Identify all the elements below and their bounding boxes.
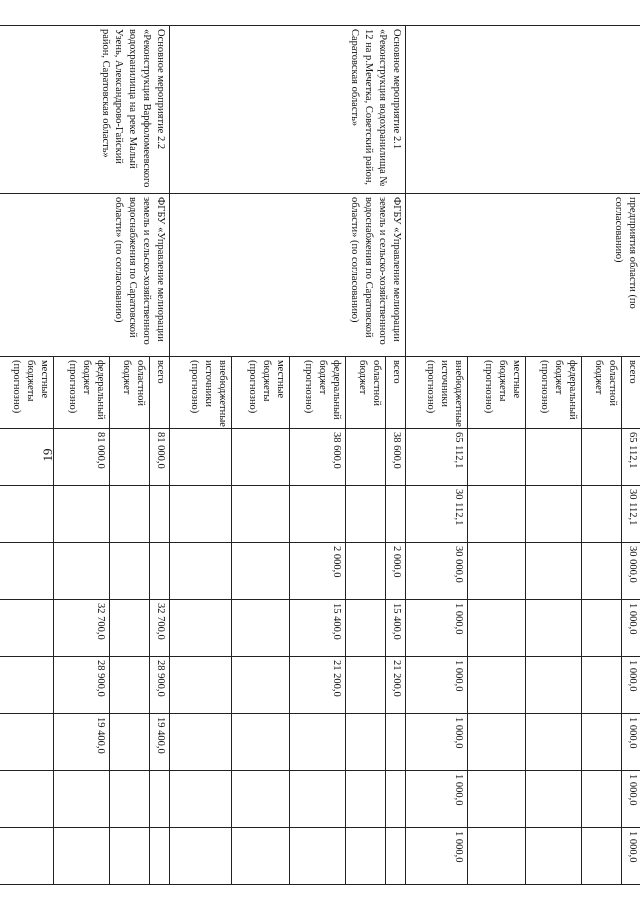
amount-cell	[150, 771, 170, 828]
amount-cell	[110, 429, 150, 486]
amount-cell: 38 600,0	[386, 429, 406, 486]
amount-cell	[526, 543, 582, 600]
amount-cell	[582, 828, 622, 885]
amount-cell	[232, 543, 290, 600]
amount-cell	[526, 828, 582, 885]
amount-cell	[386, 486, 406, 543]
amount-cell: 1 000,0	[622, 714, 640, 771]
funding-source-cell: местные бюджеты (прогнозно)	[468, 357, 526, 429]
amount-cell	[110, 714, 150, 771]
amount-cell: 30 000,0	[406, 543, 468, 600]
amount-cell	[150, 543, 170, 600]
amount-cell	[346, 486, 386, 543]
amount-cell: 32 700,0	[150, 600, 170, 657]
table-row	[386, 26, 406, 885]
amount-cell: 2 000,0	[290, 543, 346, 600]
amount-cell: 1 000,0	[406, 657, 468, 714]
funding-source-cell: федеральный бюджет (прогнозно)	[54, 357, 110, 429]
amount-cell	[468, 429, 526, 486]
amount-cell	[468, 714, 526, 771]
executor-cell: ФГБУ «Управление мелиорации земель и сельско-хозяйственного водоснабжения по Саратовской области» (по согласованию)	[0, 194, 170, 357]
amount-cell	[526, 657, 582, 714]
table-row	[622, 26, 640, 885]
funding-source-cell: областной бюджет	[582, 357, 622, 429]
funding-source-cell: всего	[622, 357, 640, 429]
amount-cell	[346, 657, 386, 714]
amount-cell	[468, 486, 526, 543]
amount-cell	[0, 600, 54, 657]
amount-cell: 81 000,0	[150, 429, 170, 486]
amount-cell	[0, 657, 54, 714]
amount-cell	[0, 543, 54, 600]
amount-cell	[346, 771, 386, 828]
amount-cell: 1 000,0	[406, 771, 468, 828]
amount-cell	[232, 429, 290, 486]
amount-cell	[346, 543, 386, 600]
amount-cell	[290, 828, 346, 885]
amount-cell	[170, 828, 232, 885]
amount-cell	[582, 657, 622, 714]
amount-cell	[110, 486, 150, 543]
amount-cell	[110, 657, 150, 714]
amount-cell	[386, 828, 406, 885]
amount-cell	[232, 486, 290, 543]
amount-cell	[170, 429, 232, 486]
funding-source-cell: федеральный бюджет (прогнозно)	[290, 357, 346, 429]
amount-cell: 28 900,0	[150, 657, 170, 714]
amount-cell	[468, 543, 526, 600]
amount-cell: 15 400,0	[290, 600, 346, 657]
amount-cell	[290, 771, 346, 828]
amount-cell: 65 112,1	[406, 429, 468, 486]
amount-cell: 1 000,0	[622, 657, 640, 714]
amount-cell	[150, 486, 170, 543]
amount-cell	[468, 828, 526, 885]
amount-cell	[468, 600, 526, 657]
amount-cell	[526, 429, 582, 486]
amount-cell	[170, 600, 232, 657]
amount-cell	[150, 828, 170, 885]
amount-cell: 1 000,0	[406, 600, 468, 657]
amount-cell	[290, 486, 346, 543]
amount-cell	[0, 714, 54, 771]
amount-cell	[582, 600, 622, 657]
amount-cell	[468, 657, 526, 714]
amount-cell: 30 112,1	[622, 486, 640, 543]
amount-cell: 1 000,0	[406, 714, 468, 771]
amount-cell	[110, 543, 150, 600]
amount-cell: 15 400,0	[386, 600, 406, 657]
amount-cell	[54, 771, 110, 828]
amount-cell: 1 000,0	[622, 600, 640, 657]
amount-cell	[526, 771, 582, 828]
amount-cell	[582, 771, 622, 828]
amount-cell: 30 000,0	[622, 543, 640, 600]
amount-cell: 32 700,0	[54, 600, 110, 657]
amount-cell	[386, 771, 406, 828]
amount-cell	[0, 828, 54, 885]
amount-cell: 1 000,0	[406, 828, 468, 885]
funding-source-cell: местные бюджеты (прогнозно)	[232, 357, 290, 429]
amount-cell	[468, 771, 526, 828]
amount-cell	[346, 828, 386, 885]
amount-cell: 21 200,0	[290, 657, 346, 714]
funding-source-cell: областной бюджет	[346, 357, 386, 429]
amount-cell	[582, 429, 622, 486]
amount-cell	[0, 771, 54, 828]
activity-name-cell: Основное мероприятие 2.1 «Реконструкция водохранилища № 12 на р.Мечетка, Советский район, Саратовская область»	[170, 26, 406, 194]
table-row	[150, 26, 170, 885]
amount-cell	[582, 486, 622, 543]
amount-cell	[110, 600, 150, 657]
amount-cell: 19 400,0	[54, 714, 110, 771]
amount-cell	[170, 657, 232, 714]
amount-cell	[232, 600, 290, 657]
executor-cell: ФГБУ «Управление мелиорации земель и сельско-хозяйственного водоснабжения по Саратовской области» (по согласованию)	[170, 194, 406, 357]
amount-cell	[232, 828, 290, 885]
amount-cell	[232, 657, 290, 714]
amount-cell: 2 000,0	[386, 543, 406, 600]
amount-cell: 30 112,1	[406, 486, 468, 543]
amount-cell	[232, 714, 290, 771]
funding-source-cell: местные бюджеты (прогнозно)	[0, 357, 54, 429]
amount-cell	[526, 600, 582, 657]
amount-cell	[386, 714, 406, 771]
amount-cell	[170, 486, 232, 543]
amount-cell	[526, 714, 582, 771]
table-body	[0, 26, 640, 885]
amount-cell	[0, 429, 54, 486]
executor-cell: предприятия области (по согласованию)	[406, 194, 640, 357]
funding-source-cell: всего	[386, 357, 406, 429]
amount-cell	[170, 543, 232, 600]
amount-cell: 81 000,0	[54, 429, 110, 486]
funding-source-cell: областной бюджет	[110, 357, 150, 429]
page-number: 19	[40, 448, 55, 462]
activity-name-cell	[406, 26, 640, 194]
amount-cell	[346, 600, 386, 657]
activity-name-cell: Основное мероприятие 2.2 «Реконструкция Варфоломеевского водохранилища на реке Малый Узень, Александрово-Гайский район, Саратовская область»	[0, 26, 170, 194]
amount-cell	[170, 714, 232, 771]
amount-cell: 21 200,0	[386, 657, 406, 714]
amount-cell: 19 400,0	[150, 714, 170, 771]
amount-cell	[110, 828, 150, 885]
amount-cell	[0, 486, 54, 543]
amount-cell: 1 000,0	[622, 771, 640, 828]
budget-table	[0, 25, 640, 885]
amount-cell: 1 000,0	[622, 828, 640, 885]
amount-cell	[110, 771, 150, 828]
amount-cell	[170, 771, 232, 828]
funding-source-cell: внебюджетные источники (прогнозно)	[170, 357, 232, 429]
amount-cell	[346, 429, 386, 486]
amount-cell: 65 112,1	[622, 429, 640, 486]
amount-cell	[526, 486, 582, 543]
amount-cell	[54, 486, 110, 543]
amount-cell	[582, 543, 622, 600]
amount-cell	[54, 543, 110, 600]
amount-cell	[54, 828, 110, 885]
funding-source-cell: внебюджетные источники (прогнозно)	[406, 357, 468, 429]
amount-cell	[346, 714, 386, 771]
rotated-table-stage	[11, 25, 640, 885]
funding-source-cell: всего	[150, 357, 170, 429]
funding-source-cell: федеральный бюджет (прогнозно)	[526, 357, 582, 429]
amount-cell	[582, 714, 622, 771]
amount-cell	[232, 771, 290, 828]
amount-cell	[290, 714, 346, 771]
amount-cell: 38 600,0	[290, 429, 346, 486]
amount-cell: 28 900,0	[54, 657, 110, 714]
